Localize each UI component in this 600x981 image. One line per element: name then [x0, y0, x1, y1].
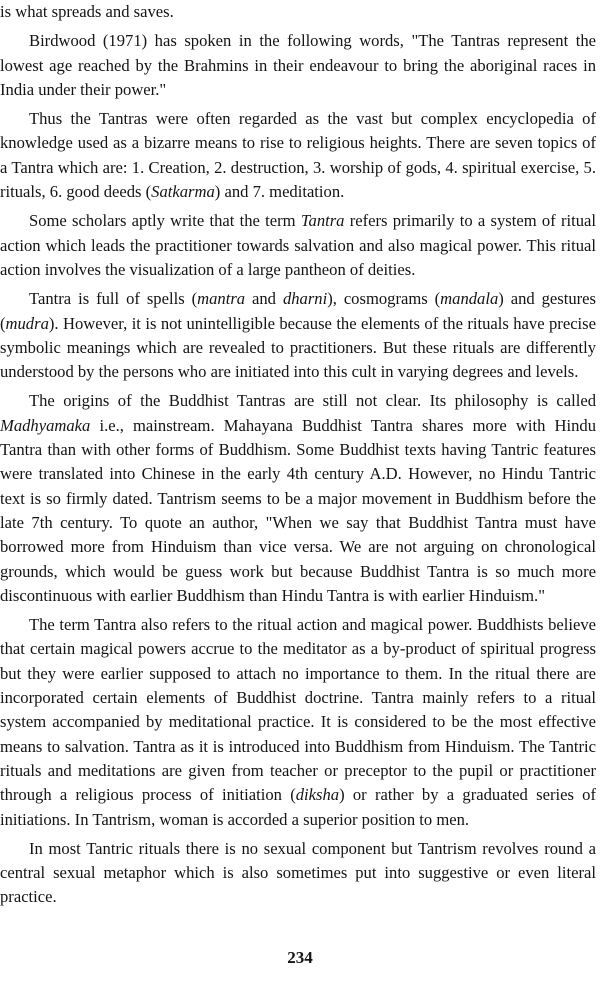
text-run: and: [245, 289, 283, 309]
paragraph-ritual-action: [0, 209, 596, 282]
text-run: ) and 7. meditation.: [214, 182, 345, 202]
text-run: is what spreads and saves.: [0, 2, 174, 21]
text-run: Some scholars aptly write that the term: [29, 211, 301, 231]
paragraph-spells-cosmograms: [0, 287, 596, 384]
paragraph-sexual-metaphor: [0, 837, 596, 910]
paragraph-magical-power: [0, 613, 596, 832]
paragraph-tantra-topics: [0, 107, 596, 204]
italic-term: Satkarma: [151, 182, 215, 202]
italic-term: mantra: [197, 289, 246, 309]
text-run: ) or rather by a graduated series of initiations. In Tantrism, woman is accorded a superior position to men.: [0, 785, 596, 829]
text-run: i.e., mainstream. Mahayana Buddhist Tantra shares more with Hindu Tantra than with other forms of Buddhism. Some Buddhist texts having Tantric features were translated into Chinese in the early 4th century A.D. However, no Hindu Tantric text is so firmly dated. Tantrism seems to be a major movement in Buddhism before the late 7th century. To quote an author, "When we say that Buddhist Tantra must have borrowed more from Hinduism than vice versa. We are not arguing on chronological grounds, which would be guess work but because Buddhist Tantra is so much more discontinuous with earlier Buddhism than Hindu Tantra is with earlier Hinduism.": [0, 415, 596, 605]
italic-term: Tantra: [300, 211, 345, 231]
text-run: ), cosmograms (: [327, 289, 441, 309]
italic-term: diksha: [295, 785, 340, 805]
text-run: ). However, it is not unintelligible because the elements of the rituals have precise symbolic meanings which are revealed to practitioners. But these rituals are differently understood by the persons who are initiated into this cult in varying degrees and levels.: [0, 313, 596, 382]
page-number: 234: [287, 948, 313, 967]
paragraph-continuation: [0, 0, 596, 24]
text-run: refers primarily to a system of ritual action which leads the practitioner towards salvation and also magical power. This ritual action involves the visualization of a large pantheon of deities.: [0, 211, 596, 279]
italic-term: mandala: [440, 289, 499, 309]
italic-term: dharni: [282, 289, 328, 309]
italic-term: Madhyamaka: [0, 415, 91, 435]
text-run: Thus the Tantras were often regarded as the vast but complex encyclopedia of knowledge used as a bizarre means to rise to religious heights. There are seven topics of a Tantra which are: 1. Creation, 2. destruction, 3. worship of gods, 4. spiritual exercise, 5. rituals, 6. good deeds (: [0, 109, 596, 202]
text-run: In most Tantric rituals there is no sexual component but Tantrism revolves round a central sexual metaphor which is also sometimes put into suggestive or even literal practice.: [0, 838, 596, 907]
text-run: The term Tantra also refers to the ritual action and magical power. Buddhists believe that certain magical powers accrue to the meditator as a by-product of spiritual progress but they were earlier supposed to attach no importance to them. In the ritual there are incorporated certain elements of Buddhist doctrine. Tantra mainly refers to a ritual system accompanied by meditational practice. It is considered to be the most effective means to salvation. Tantra as it is introduced into Buddhism from Hinduism. The Tantric rituals and meditations are given from teacher or preceptor to the pupil or practitioner through a religious process of initiation (: [0, 615, 596, 805]
italic-term: mudra: [5, 313, 49, 333]
paragraph-buddhist-origins: [0, 389, 596, 608]
text-run: Tantra is full of spells (: [29, 289, 198, 309]
text-run: ) and gestures (: [0, 289, 596, 333]
text-run: Birdwood (1971) has spoken in the following words, "The Tantras represent the lowest age reached by the Brahmins in their endeavour to bring the aboriginal races in India under their power.": [0, 31, 596, 99]
paragraph-birdwood-quote: [0, 29, 596, 102]
text-run: The origins of the Buddhist Tantras are still not clear. Its philosophy is called: [29, 391, 596, 411]
